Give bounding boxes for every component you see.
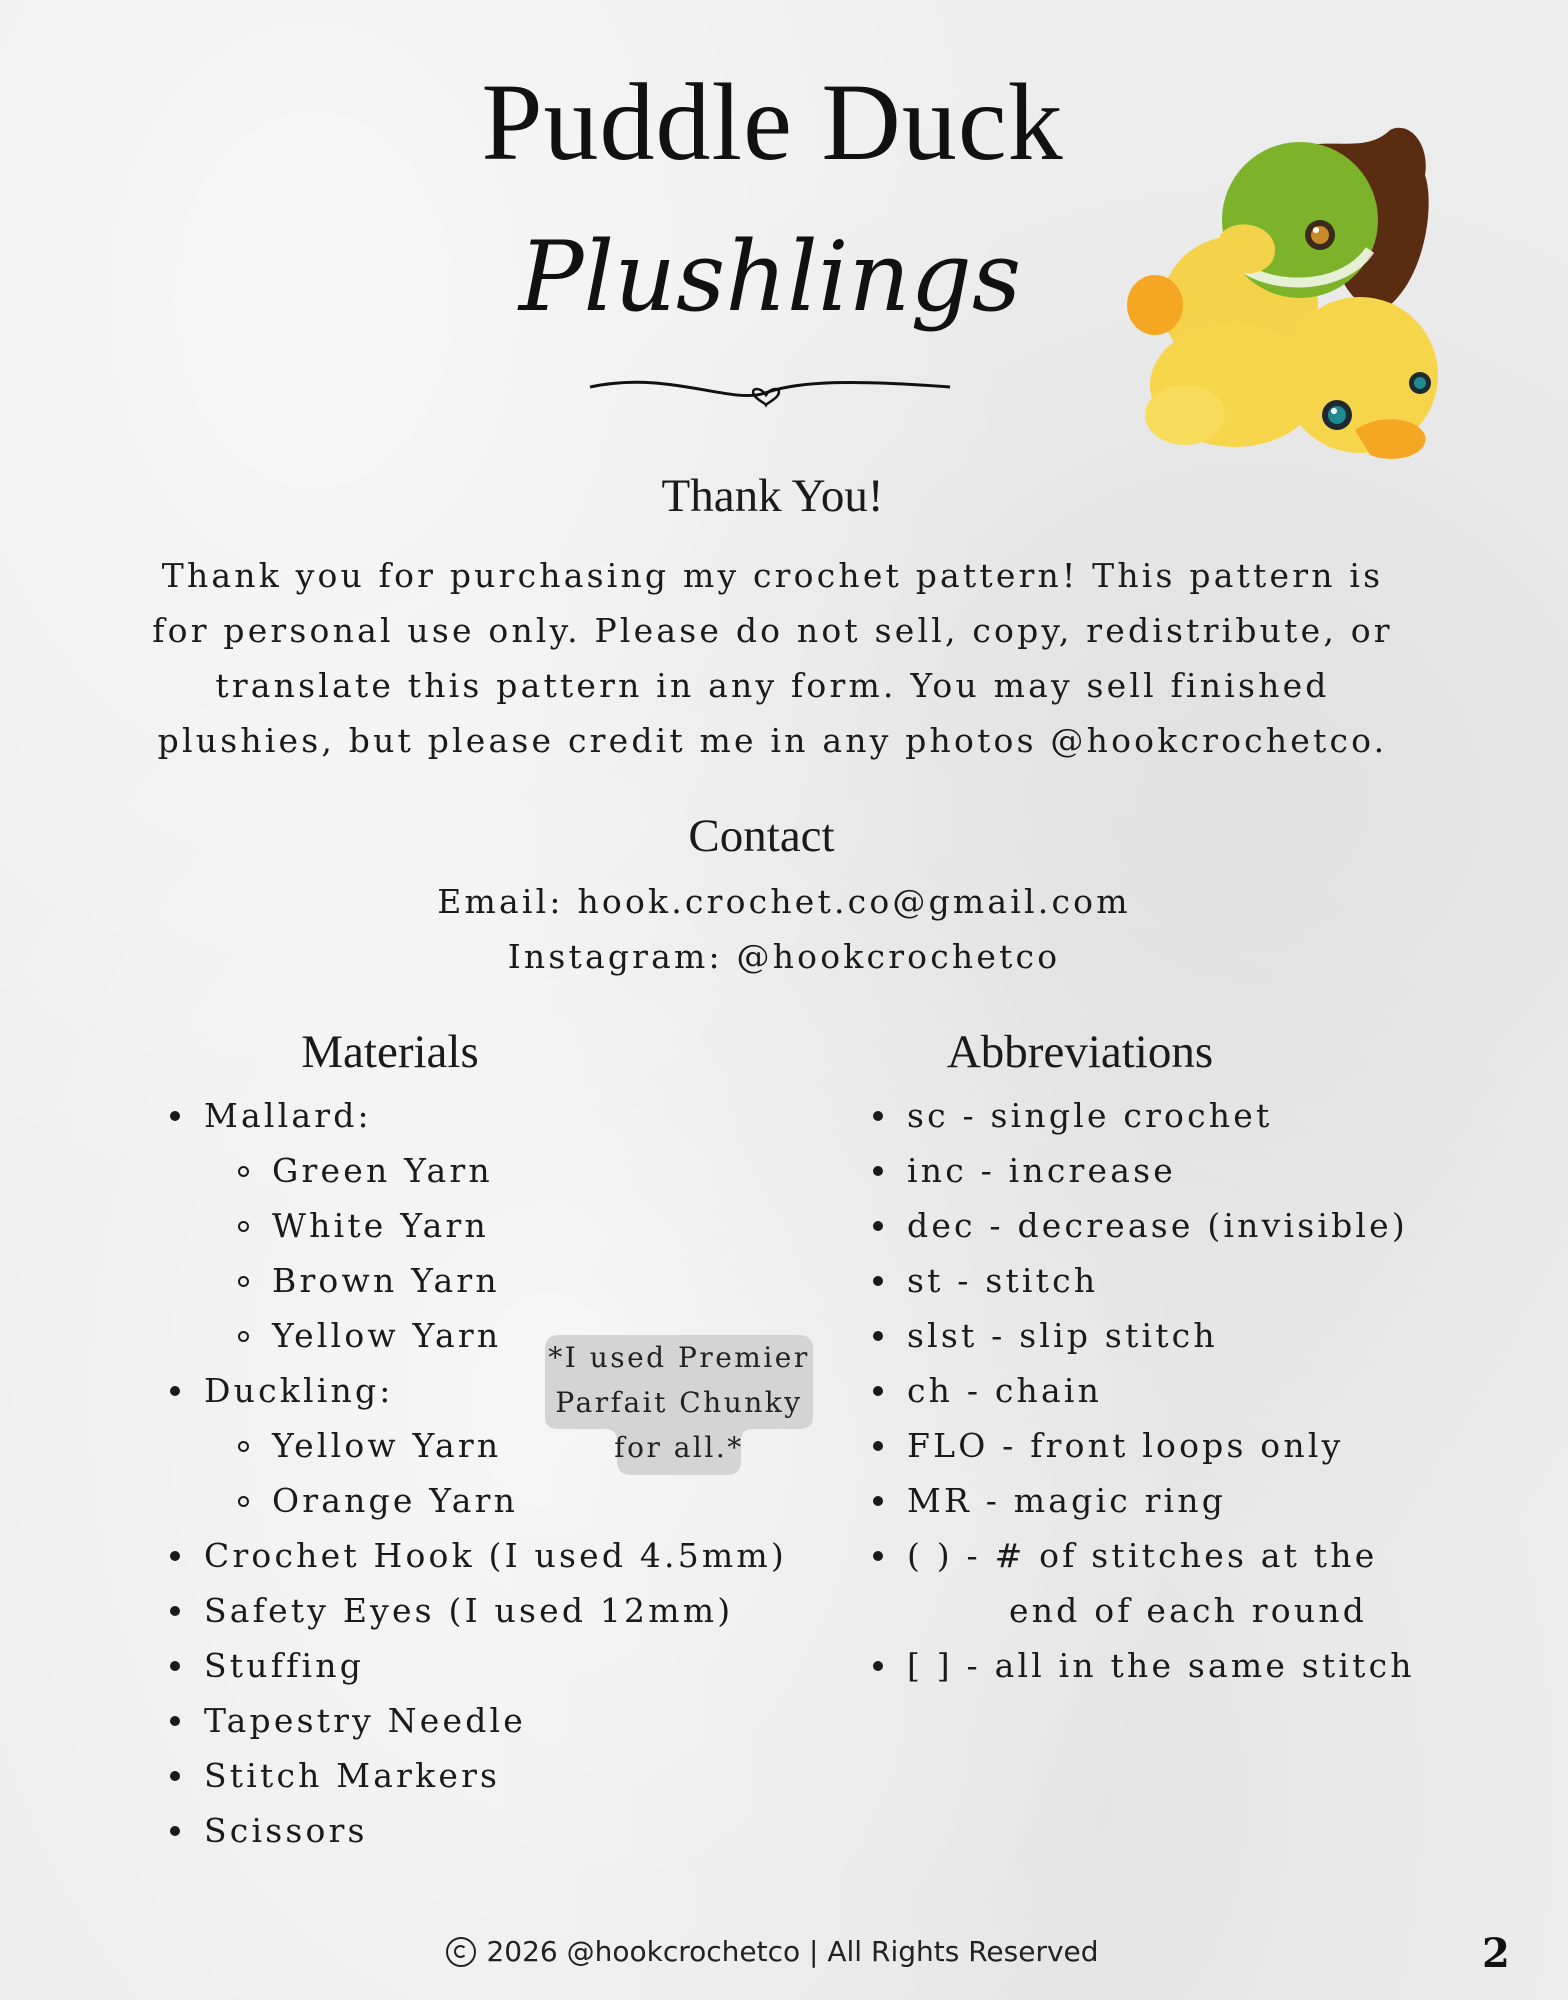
contact-email: Email: hook.crochet.co@gmail.com [437,882,1131,921]
list-item: Tapestry Needle [204,1693,787,1748]
contact-instagram: Instagram: @hookcrochetco [507,937,1061,976]
list-item-continuation: end of each round [1009,1591,1368,1630]
list-item: Yellow Yarn [272,1418,787,1473]
materials-heading: Materials [301,1026,479,1078]
script-title [518,190,1022,420]
thank-you-line: translate this pattern in any form. You may sell finished [215,666,1330,705]
list-item: Yellow Yarn [272,1308,787,1363]
abbreviations-list [907,1088,1415,1693]
list-item: MR - magic ring [907,1473,1415,1528]
list-item: Crochet Hook (I used 4.5mm) [204,1528,787,1583]
list-item: Orange Yarn [272,1473,787,1528]
yarn-note-line: *I used Premier [548,1341,810,1374]
thank-you-line: for personal use only. Please do not sell, copy, redistribute, or [152,611,1393,650]
list-item: slst - slip stitch [907,1308,1415,1363]
list-item: sc - single crochet [907,1088,1415,1143]
list-item: [ ] - all in the same stitch [907,1638,1415,1693]
thank-you-line: plushies, but please credit me in any photos @hookcrochetco. [157,721,1388,760]
page-title: Puddle Duck [481,61,1064,183]
list-item: dec - decrease (invisible) [907,1198,1415,1253]
list-item: Brown Yarn [272,1253,787,1308]
copyright-icon [446,1937,476,1967]
thank-you-line: Thank you for purchasing my crochet pattern! This pattern is [161,556,1384,595]
yarn-note [545,1335,813,1475]
contact-heading: Contact [688,810,835,862]
yarn-note-line: Parfait Chunky [555,1386,803,1419]
list-item: ch - chain [907,1363,1415,1418]
list-item: Mallard: [204,1088,787,1143]
list-item: Duckling: [204,1363,787,1418]
list-item: White Yarn [272,1198,787,1253]
abbreviations-heading: Abbreviations [946,1026,1214,1078]
footer [0,1935,1545,1968]
list-item: ( ) - # of stitches at the [907,1528,1415,1583]
heart-flourish-icon [590,382,950,405]
list-item: Stitch Markers [204,1748,787,1803]
script-title-text: Plushlings [518,221,1022,333]
yarn-note-line: for all.* [614,1431,744,1464]
thank-you-text [100,548,1445,768]
thank-you-heading: Thank You! [661,470,884,522]
duck-plush-image [1125,115,1485,475]
list-item: Scissors [204,1803,787,1858]
list-item: Safety Eyes (I used 12mm) [204,1583,787,1638]
list-item: st - stitch [907,1253,1415,1308]
footer-text: 2026 @hookcrochetco | All Rights Reserved [486,1935,1099,1968]
list-item: FLO - front loops only [907,1418,1415,1473]
page-number: 2 [1482,1930,1510,1977]
list-item: Stuffing [204,1638,787,1693]
list-item: Green Yarn [272,1143,787,1198]
list-item: inc - increase [907,1143,1415,1198]
